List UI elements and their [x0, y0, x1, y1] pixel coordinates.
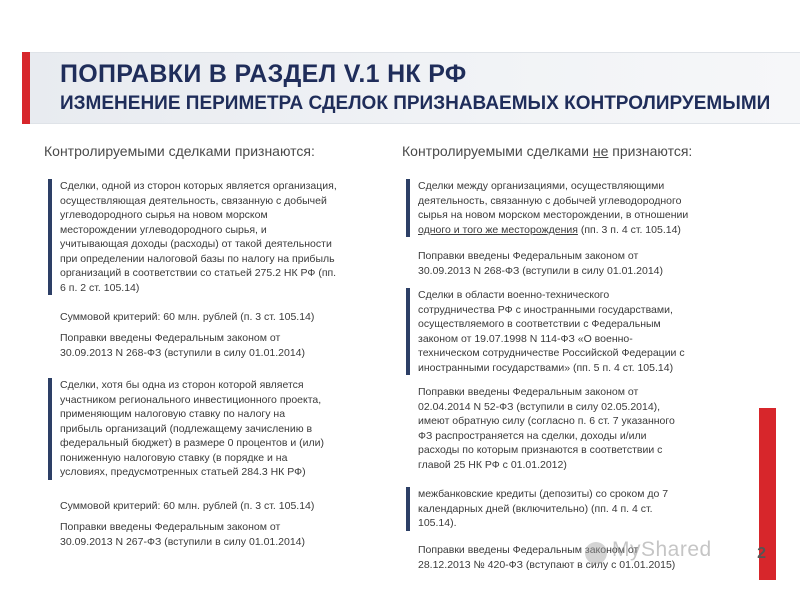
- right-column-heading: Контролируемыми сделками не признаются:: [402, 143, 693, 159]
- right-block-same-field: Сделки между организациями, осуществляющими деятельность, связанную с добычей углеводородного сырья на новом морском месторождении, в отношении одного и того же месторождения (пп. 3 п. 4 ст. 105.14): [406, 179, 756, 237]
- red-accent-bar: [22, 52, 30, 124]
- watermark-logo-icon: [585, 542, 607, 564]
- right-block-military-law: Поправки введены Федеральным законом от 02.04.2014 N 52-ФЗ (вступили в силу 02.05.2014), имеют обратную силу (согласно п. 6 ст. 7 указанного ФЗ распространяется на сделки, доходы и/или расходы по которым признаются в соответствии с главой 25 НК РФ с 01.01.2012): [418, 386, 675, 471]
- right-block-interbank: межбанковские кредиты (депозиты) со сроком до 7 календарных дней (включительно) (пп. 4 п. 4 ст. 105.14).: [406, 487, 756, 531]
- left-block-offshore: Сделки, одной из сторон которых является организация, осуществляющая деятельность, связанную с добычей углеводородного сырья на новом морском месторождении углеводородного сырья, и учитывающая доходы (расходы) от такой деятельности при определении налоговой базы по налогу на прибыль организаций в соответствии со статьей 275.2 НК РФ (пп. 6 п. 2 ст. 105.14): [48, 179, 393, 295]
- page-title: ПОПРАВКИ В РАЗДЕЛ V.1 НК РФ: [60, 60, 467, 88]
- right-block-military: Сделки в области военно-технического сотрудничества РФ с иностранными государствами, осуществляемого в соответствии с Федеральным законом от 19.07.1998 N 114-ФЗ «О военно- техническом сотрудничестве Российской Федерации с иностранными государствами» (пп. 5 п. 4 ст. 105.14): [406, 288, 756, 375]
- watermark-text: MyShared: [612, 538, 712, 561]
- left-block-offshore-law: Поправки введены Федеральным законом от 30.09.2013 N 268-ФЗ (вступили в силу 01.01.2014): [60, 332, 306, 359]
- left-block-regional-criterion: Суммовой критерий: 60 млн. рублей (п. 3 ст. 105.14): [60, 500, 315, 512]
- page-subtitle: ИЗМЕНЕНИЕ ПЕРИМЕТРА СДЕЛОК ПРИЗНАВАЕМЫХ КОНТРОЛИРУЕМЫМИ: [60, 93, 771, 114]
- left-block-offshore-criterion: Суммовой критерий: 60 млн. рублей (п. 3 ст. 105.14): [60, 311, 315, 323]
- left-block-regional-law: Поправки введены Федеральным законом от 30.09.2013 N 267-ФЗ (вступили в силу 01.01.2014): [60, 521, 306, 548]
- left-block-regional-project: Сделки, хотя бы одна из сторон которой является участником регионального инвестиционного проекта, применяющим налоговую ставку по налогу на прибыль организаций (подлежащему зачислению в федеральный бюджет) в размере 0 процентов и (или) пониженную налоговую ставку (в порядке и на условиях, предусмотренных статьей 284.3 НК РФ): [48, 378, 393, 480]
- page-number: 2: [757, 545, 766, 562]
- left-column-heading: Контролируемыми сделками признаются:: [44, 143, 315, 159]
- right-block-interbank-law: Поправки введены Федеральным законом от 28.12.2013 № 420-ФЗ (вступают в силу с 01.01.2015): [418, 544, 676, 571]
- right-block-same-field-law: Поправки введены Федеральным законом от 30.09.2013 N 268-ФЗ (вступили в силу 01.01.2014): [418, 250, 664, 277]
